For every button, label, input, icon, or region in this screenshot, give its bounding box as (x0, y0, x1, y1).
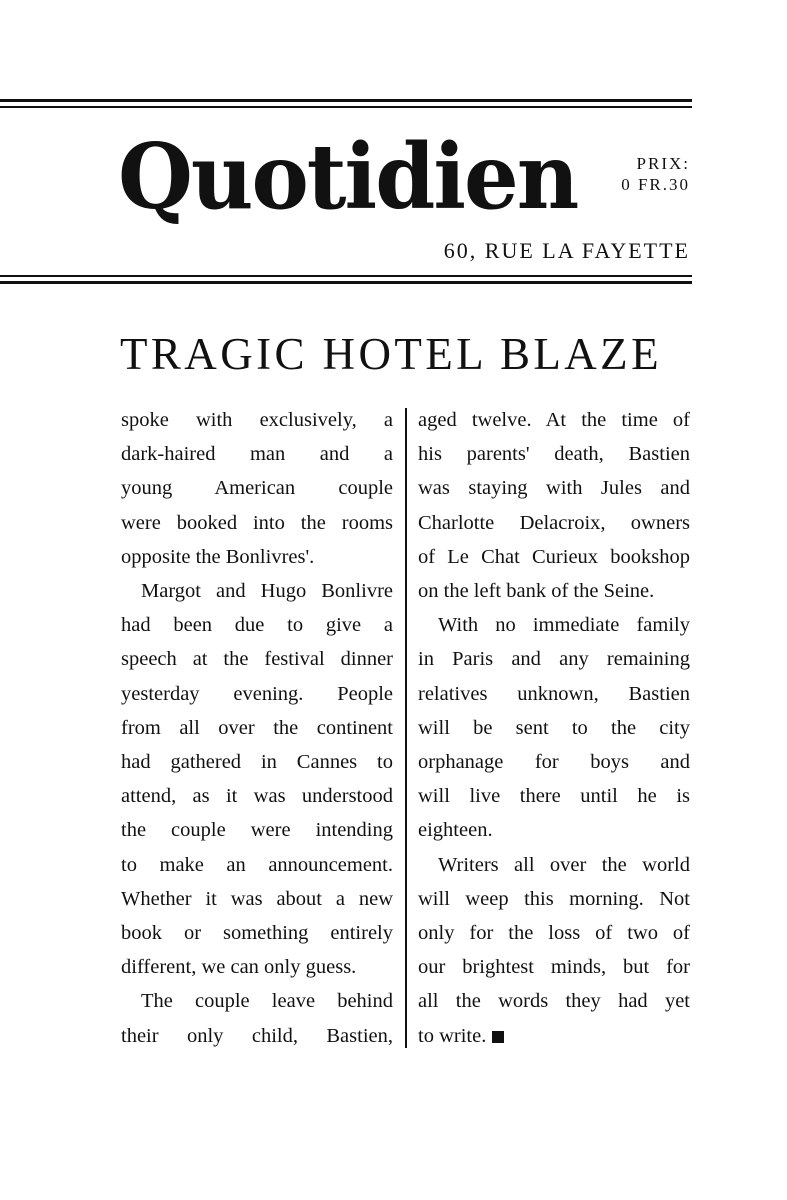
text-line: our brightest minds, but for (418, 956, 690, 979)
text-line: Whether it was about a new (121, 887, 393, 910)
column-divider (405, 408, 407, 1048)
text-line: had been due to give a (121, 614, 393, 637)
text-line: Writers all over the world (438, 853, 690, 876)
text-line: their only child, Bastien, (121, 1024, 393, 1047)
text-line: different, we can only guess. (121, 956, 357, 979)
text-line: only for the loss of two of (418, 922, 690, 945)
price-box (621, 153, 690, 195)
masthead-bottom-rule-thin (0, 275, 692, 277)
text-line: his parents' death, Bastien (418, 443, 690, 466)
text-line: was staying with Jules and (418, 477, 690, 500)
text-line: relatives unknown, Bastien (418, 682, 690, 705)
text-line: eighteen. (418, 819, 493, 842)
text-line: the couple were intending (121, 819, 393, 842)
text-line: yesterday evening. People (121, 682, 393, 705)
masthead-bottom-rule-thick (0, 281, 692, 284)
text-line: speech at the festival dinner (121, 648, 393, 671)
text-line: to make an announcement. (121, 853, 393, 876)
text-line: opposite the Bonlivres'. (121, 545, 315, 568)
article-column-left (121, 403, 393, 1053)
text-line: attend, as it was understood (121, 785, 393, 808)
text-line: book or something entirely (121, 922, 393, 945)
text-line: from all over the continent (121, 716, 393, 739)
text-line: to write. (418, 1024, 487, 1047)
price-label: PRIX: (636, 154, 690, 173)
text-line: in Paris and any remaining (418, 648, 690, 671)
final-line (418, 1019, 690, 1053)
newspaper-address: 60, RUE LA FAYETTE (443, 238, 690, 263)
masthead-top-rule-thin (0, 106, 692, 108)
text-line: dark-haired man and a (121, 443, 393, 466)
text-line: will weep this morning. Not (418, 887, 690, 910)
text-line: of Le Chat Curieux bookshop (418, 545, 690, 568)
text-line: orphanage for boys and (418, 751, 690, 774)
text-line: were booked into the rooms (121, 511, 393, 534)
article-headline: TRAGIC HOTEL BLAZE (120, 329, 662, 379)
masthead-top-rule-thick (0, 99, 692, 102)
text-line: Margot and Hugo Bonlivre (141, 580, 393, 603)
article-column-right (418, 403, 690, 1053)
text-line: spoke with exclusively, a (121, 409, 393, 431)
text-line: all the words they had yet (418, 990, 690, 1013)
text-line: will live there until he is (418, 785, 690, 808)
end-of-article-square-icon (492, 1031, 504, 1043)
text-line: aged twelve. At the time of (418, 409, 690, 431)
text-line: Charlotte Delacroix, owners (418, 511, 690, 534)
newspaper-title: Quotidien (118, 124, 578, 231)
text-line: young American couple (121, 477, 393, 500)
text-line: on the left bank of the Seine. (418, 580, 655, 603)
text-line: With no immediate family (438, 614, 690, 637)
price-value: 0 FR.30 (621, 175, 690, 194)
text-line: will be sent to the city (418, 716, 690, 739)
text-line: had gathered in Cannes to (121, 751, 393, 774)
text-line: The couple leave behind (141, 990, 393, 1013)
